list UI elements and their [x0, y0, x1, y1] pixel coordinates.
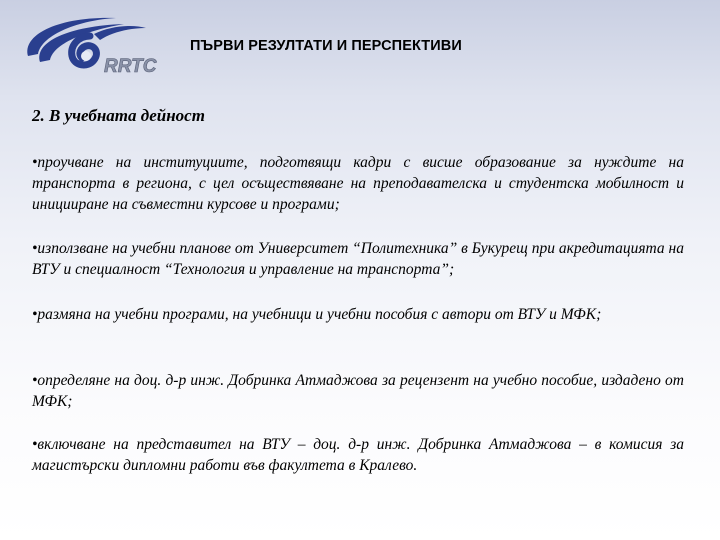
- rrtc-logo: [20, 12, 160, 78]
- logo-text: RRTC: [104, 56, 157, 77]
- list-item: •определяне на доц. д-р инж. Добринка Атмаджова за рецензент на учебно пособие, издадено от МФК;: [32, 372, 684, 410]
- rrtc-logo-mark: [20, 12, 160, 78]
- list-item: •включване на представител на ВТУ – доц. д-р инж. Добринка Атмаджова – в комисия за магистърски дипломни работи във факултета в Кралево.: [32, 436, 684, 474]
- list-item: •използване на учебни планове от Университет “Политехника” в Букурещ при акредитацията на ВТУ и специалност “Технология и управление на транспорта”;: [32, 240, 684, 278]
- list-item: •размяна на учебни програми, на учебници и учебни пособия с автори от ВТУ и МФК;: [32, 306, 602, 323]
- page-title: ПЪРВИ РЕЗУЛТАТИ И ПЕРСПЕКТИВИ: [190, 38, 462, 54]
- list-item: •проучване на институциите, подготвящи кадри с висше образование за нуждите на транспорта в региона, с цел осъществяване на преподавателска и студентска мобилност и иницииране на съвместни курсове и програми;: [32, 154, 684, 213]
- section-heading: 2. В учебната дейност: [32, 106, 205, 125]
